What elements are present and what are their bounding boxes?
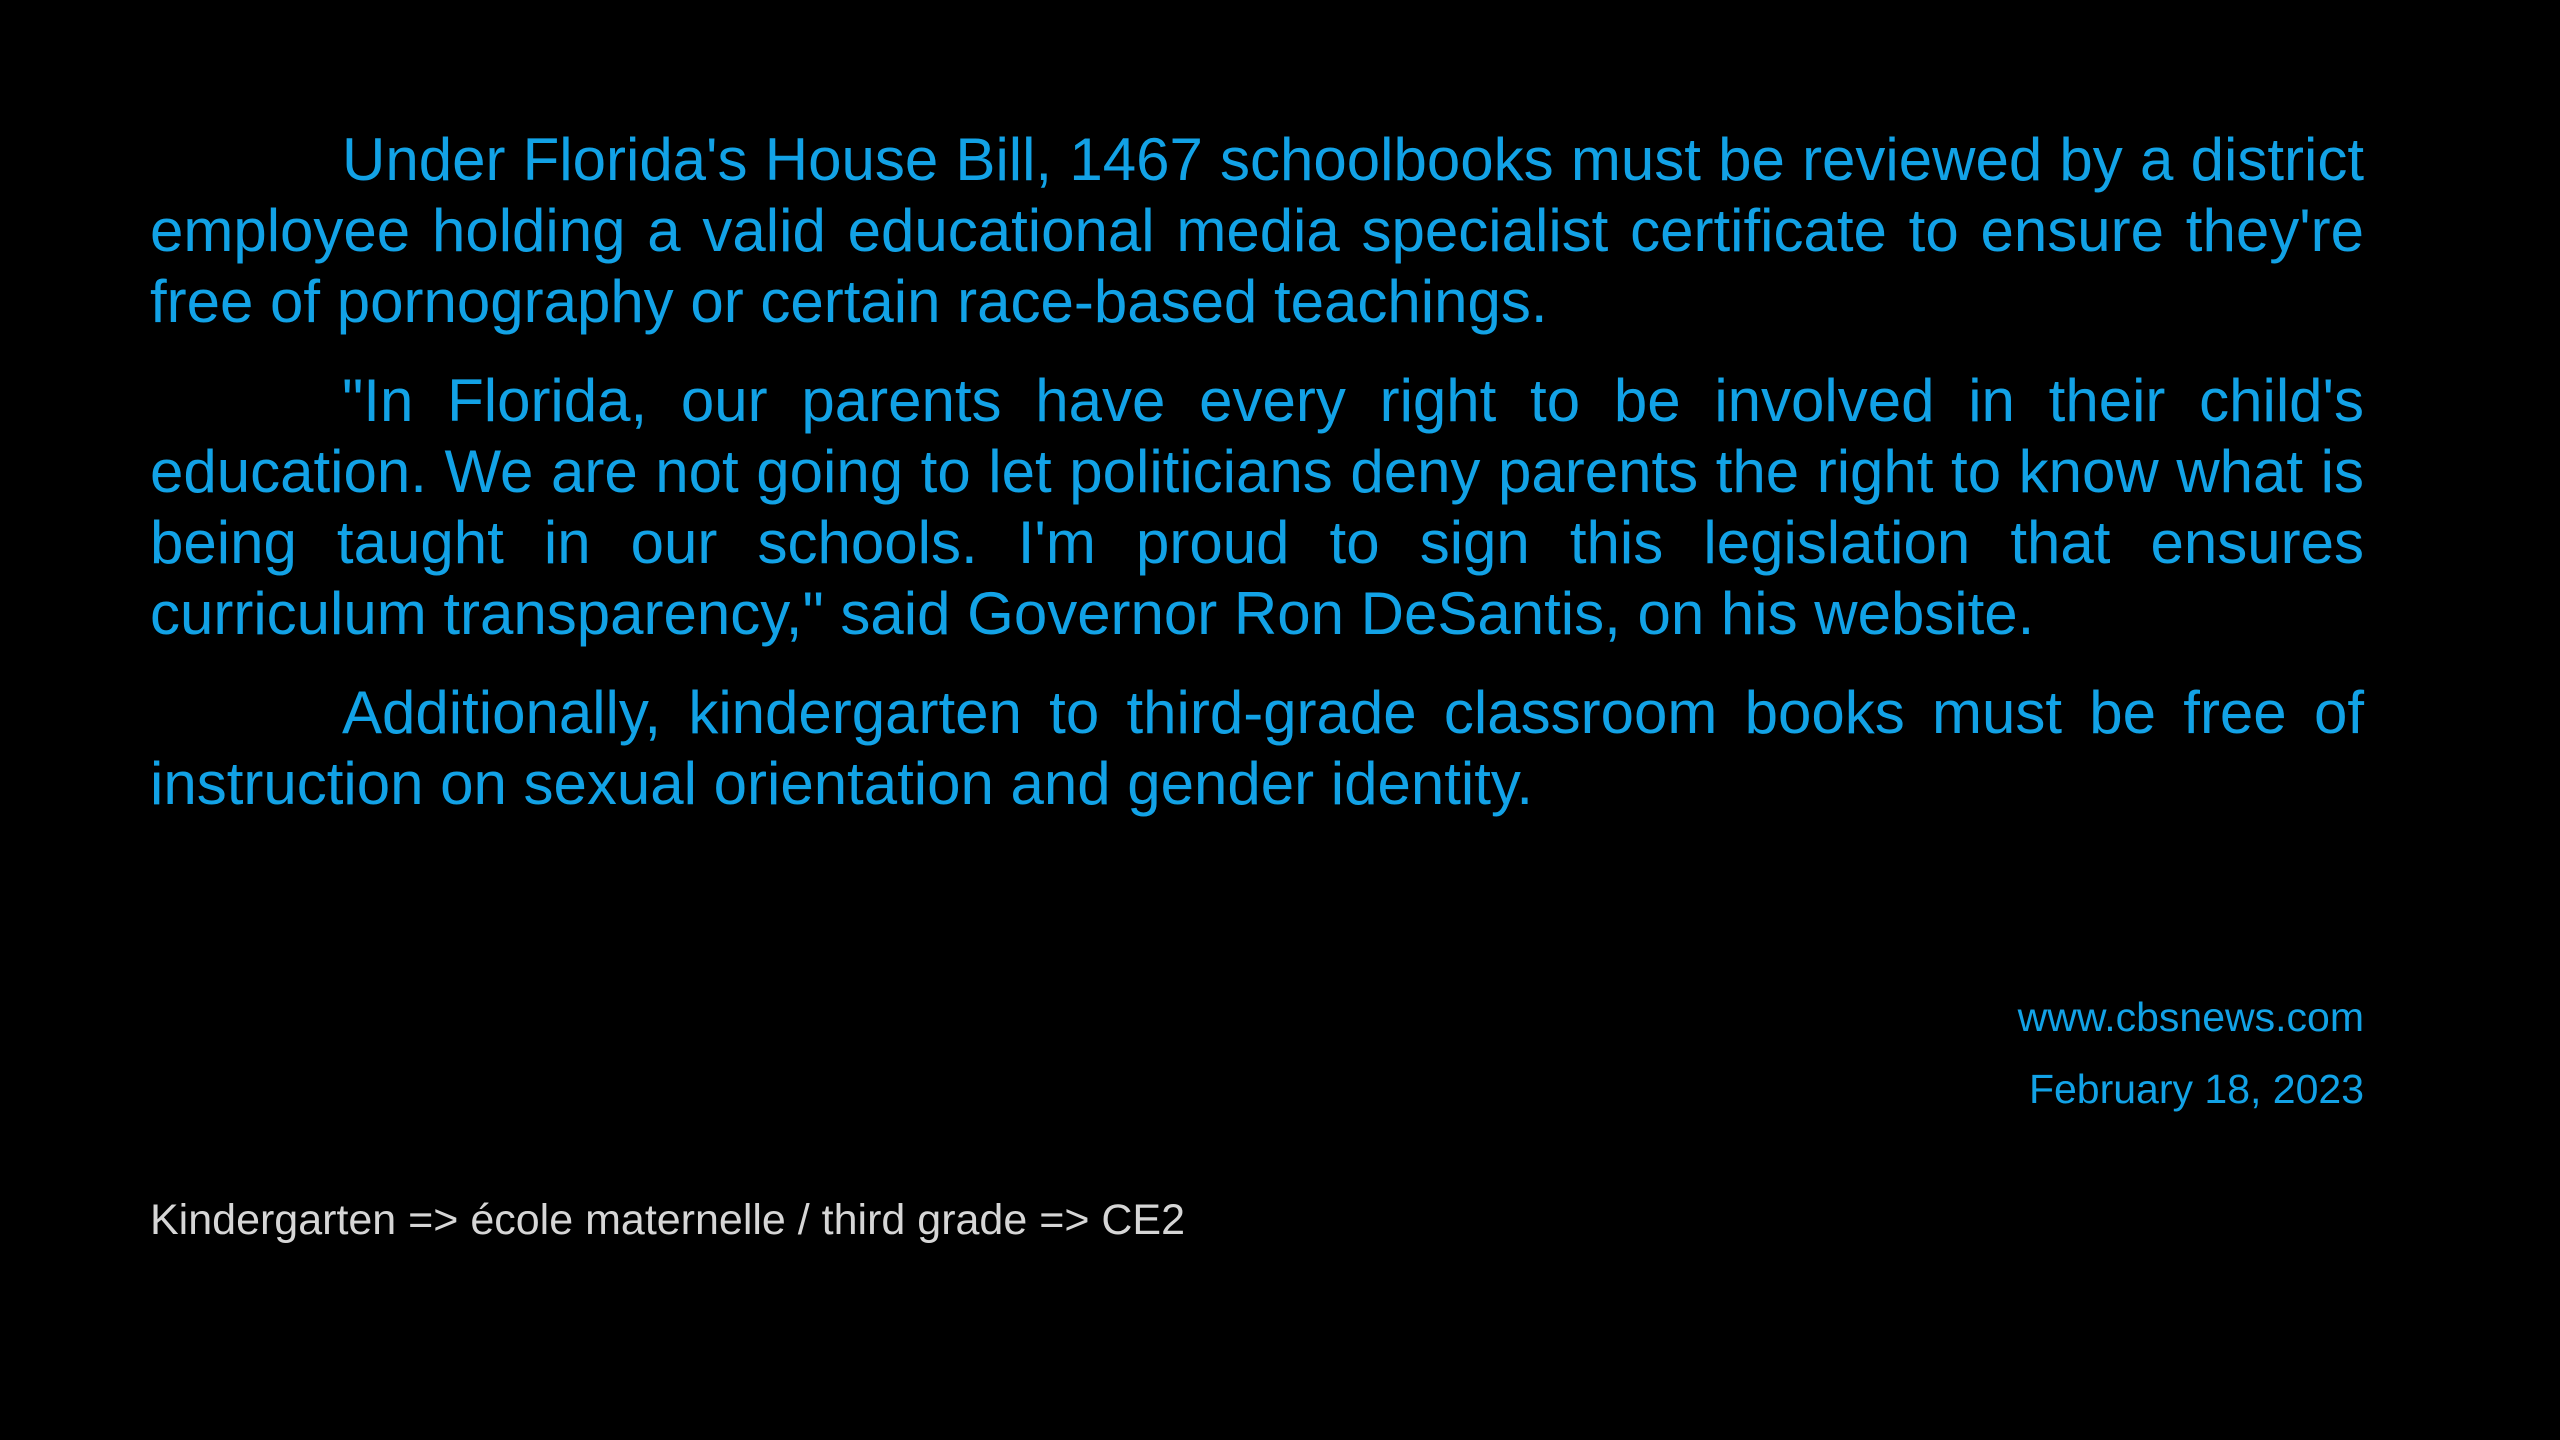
paragraph-desantis-quote: "In Florida, our parents have every right to be involved in their child's education. We are not going to let politicians deny parents the right to know what is being taught in our schools. I'm proud to sign this legislation that ensures curriculum transparency," said Governor Ron DeSantis, on his website. (150, 367, 2364, 647)
source-url: www.cbsnews.com (2017, 994, 2364, 1040)
paragraph-house-bill: Under Florida's House Bill, 1467 schoolbooks must be reviewed by a district employee holding a valid educational media specialist certificate to ensure they're free of pornography or certain race-based teachings. (150, 126, 2364, 335)
article-excerpt (150, 124, 2364, 847)
paragraph-kindergarten-rule: Additionally, kindergarten to third-grade classroom books must be free of instruction on sexual orientation and gender identity. (150, 679, 2364, 817)
translation-note: Kindergarten => école maternelle / third grade => CE2 (150, 1196, 1186, 1244)
source-date: February 18, 2023 (2028, 1066, 2364, 1112)
